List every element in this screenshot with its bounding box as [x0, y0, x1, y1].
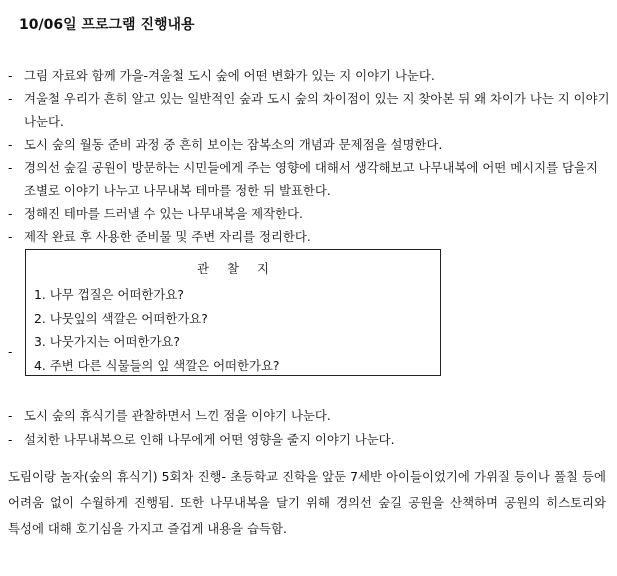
session-summary-paragraph: 도림이랑 놀자(숲의 휴식기) 5회차 진행- 초등학교 진학을 앞둔 7세반 아이들이었기에 가위질 등이나 풀칠 등에 어려움 없이 수월하게 진행됨. 또한 나무내복을 달기 위해 경의선 숲길 공원을 산책하며 공원의 히스토리와 특성에 대해 호기심을 가지고 즐겁게 내용을 습득함.	[8, 469, 606, 536]
procedure-list	[8, 64, 608, 248]
list-item-text: 겨울철 우리가 흔히 알고 있는 일반적인 숲과 도시 숲의 차이점이 있는 지 찾아본 뒤 왜 차이가 나는 지 이야기 나눈다.	[24, 91, 610, 129]
list-item	[8, 87, 608, 133]
list-item	[8, 202, 608, 225]
list-item	[8, 64, 608, 87]
list-item	[8, 404, 608, 428]
list-item	[8, 428, 608, 452]
observation-question-list	[34, 283, 280, 377]
bullet-dash: -	[8, 408, 13, 423]
observation-sheet-title: 관찰지	[197, 261, 287, 276]
bullet-dash: -	[8, 137, 13, 152]
observation-question: 3. 나뭇가지는 어떠한가요?	[34, 334, 180, 349]
list-item	[8, 133, 608, 156]
document-title: 10/06일 프로그램 진행내용	[19, 17, 195, 33]
list-item	[8, 225, 608, 248]
list-item-text: 제작 완료 후 사용한 준비물 및 주변 자리를 정리한다.	[24, 229, 311, 244]
bullet-dash: -	[8, 431, 13, 447]
observation-question: 4. 주변 다른 식물들의 잎 색깔은 어떠한가요?	[34, 357, 280, 373]
observation-question: 2. 나뭇잎의 색깔은 어떠한가요?	[34, 310, 208, 326]
list-item-text: 정해진 테마를 드러낼 수 있는 나무내복을 제작한다.	[24, 206, 303, 221]
list-item-text: 경의선 숲길 공원이 방문하는 시민들에게 주는 영향에 대해서 생각해보고 나무내복에 어떤 메시지를 담을지 조별로 이야기 나누고 나무내복 테마를 정한 뒤 발표한다.	[24, 160, 598, 198]
bullet-dash: -	[8, 68, 13, 83]
observation-sheet-box	[25, 249, 441, 376]
list-item	[8, 156, 608, 202]
bullet-dash: -	[8, 344, 13, 359]
observation-question: 1. 나무 껍질은 어떠한가요?	[34, 287, 184, 302]
list-item-text: 설치한 나무내복으로 인해 나무에게 어떤 영향을 줄지 이야기 나눈다.	[24, 431, 395, 447]
list-item-text: 도시 숲의 월동 준비 과정 중 흔히 보이는 잠복소의 개념과 문제점을 설명한다.	[24, 137, 443, 152]
closing-list	[8, 404, 608, 451]
list-item-text: 그림 자료와 함께 가을-겨울철 도시 숲에 어떤 변화가 있는 지 이야기 나눈다.	[24, 68, 435, 83]
bullet-dash: -	[8, 206, 13, 221]
list-item-text: 도시 숲의 휴식기를 관찰하면서 느낀 점을 이야기 나눈다.	[24, 408, 331, 423]
bullet-dash: -	[8, 160, 13, 175]
bullet-dash: -	[8, 229, 13, 244]
bullet-dash: -	[8, 91, 13, 106]
